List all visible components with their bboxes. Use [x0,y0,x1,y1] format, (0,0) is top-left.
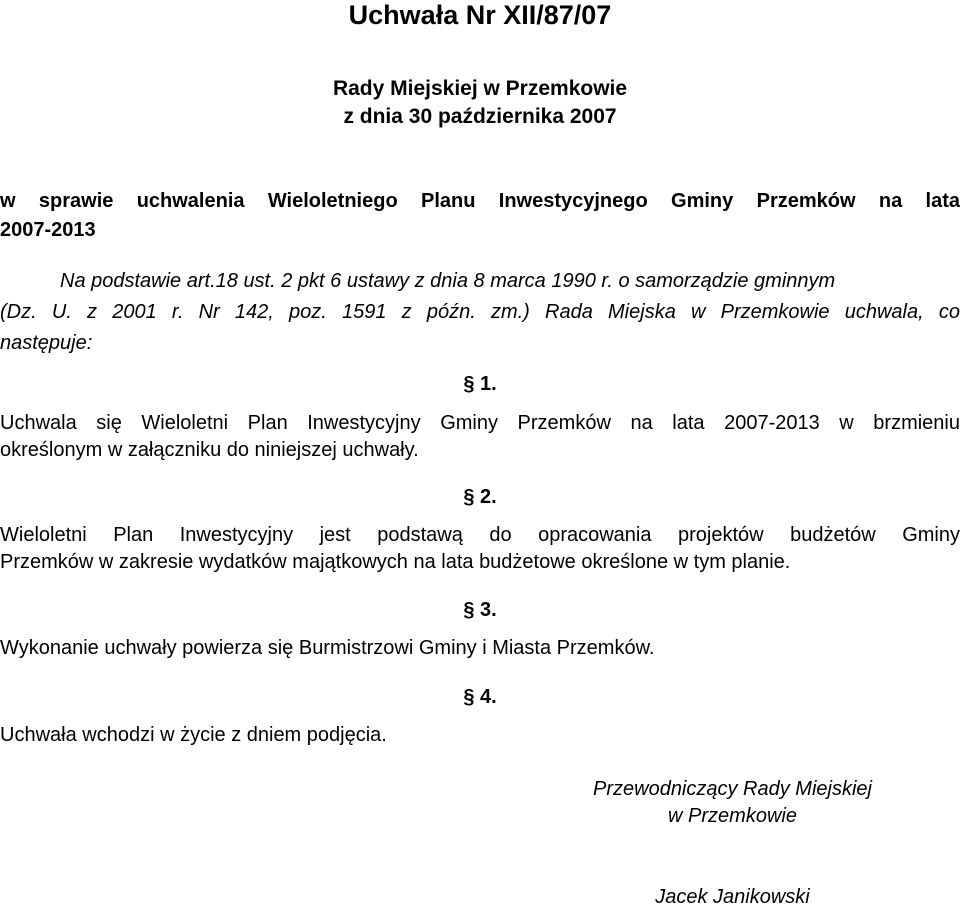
section-1-line-2: określonym w załączniku do niniejszej uchwały. [0,439,419,461]
council-name: Rady Miejskiej w Przemkowie [332,77,628,100]
signature-role-line-2: w Przemkowie [668,805,797,827]
subject-line-2: 2007-2013 [0,219,96,241]
legal-basis-line-1: Na podstawie art.18 ust. 2 pkt 6 ustawy z dnia 8 marca 1990 r. o samorządzie gminnym [60,270,836,292]
signature-name: Jacek Janikowski [655,886,810,908]
legal-basis [0,266,960,359]
section-2-label: § 2. [463,486,497,508]
section-1-line-1: Uchwala się Wieloletni Plan Inwestycyjny Gminy Przemków na lata 2007-2013 w brzmieniu [0,412,960,434]
section-1-text [0,410,960,464]
resolution-date: z dnia 30 października 2007 [343,105,617,128]
legal-basis-line-2: (Dz. U. z 2001 r. Nr 142, poz. 1591 z późn. zm.) Rada Miejska w Przemkowie uchwala, co [0,301,960,323]
section-4-label: § 4. [463,686,497,708]
resolution-subject [0,187,960,245]
subject-line-1: w sprawie uchwalenia Wieloletniego Planu Inwestycyjnego Gminy Przemków na lata [0,190,960,212]
section-2-line-2: Przemków w zakresie wydatków majątkowych na lata budżetowe określone w tym planie. [0,551,791,573]
section-3-label: § 3. [463,599,497,621]
section-3-text: Wykonanie uchwały powierza się Burmistrzowi Gminy i Miasta Przemków. [0,637,655,659]
section-2-text [0,522,960,576]
legal-basis-line-3: następuje: [0,332,93,354]
signature-role-line-1: Przewodniczący Rady Miejskiej [593,778,872,800]
section-2-line-1: Wieloletni Plan Inwestycyjny jest podstawą do opracowania projektów budżetów Gminy [0,524,960,546]
section-4-text: Uchwała wchodzi w życie z dniem podjęcia. [0,724,387,746]
resolution-title: Uchwała Nr XII/87/07 [348,0,612,30]
section-1-label: § 1. [463,373,497,395]
